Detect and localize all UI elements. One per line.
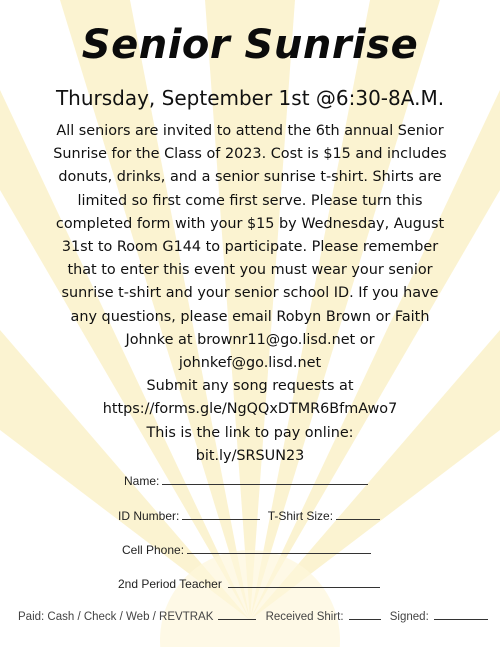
paid-blank[interactable] (218, 608, 256, 620)
body-line: that to enter this event you must wear your senior (67, 262, 433, 279)
body-line: This is the link to pay online: (146, 424, 354, 441)
body-line: limited so first come first serve. Please turn this (77, 192, 423, 209)
body-line: Submit any song requests at (146, 378, 354, 395)
name-label: Name: (124, 474, 160, 488)
body-line: https://forms.gle/NgQQxDTMR6BfmAwo7 (102, 401, 398, 418)
received-shirt-blank[interactable] (349, 608, 381, 620)
body-line: All seniors are invited to attend the 6th annual Senior (56, 123, 444, 139)
name-blank[interactable] (162, 473, 368, 485)
shirt-size-label: T-Shirt Size: (267, 509, 334, 523)
body-line: Sunrise for the Class of 2023. Cost is $15 and includes (53, 146, 447, 163)
event-description (18, 120, 482, 468)
teacher-label: 2nd Period Teacher (118, 577, 222, 591)
teacher-blank[interactable] (228, 576, 380, 588)
event-date: Thursday, September 1st @6:30-8A.M. (55, 86, 445, 110)
received-shirt-label: Received Shirt: (265, 611, 344, 623)
body-line: johnkef@go.lisd.net (178, 355, 322, 372)
id-blank[interactable] (182, 508, 260, 520)
body-line: completed form with your $15 by Wednesday, August (55, 215, 445, 232)
body-line: Johnke at brownr11@go.lisd.net or (125, 331, 375, 348)
body-line: sunrise t-shirt and your senior school ID. If you have (61, 285, 439, 302)
teacher-field (118, 576, 380, 591)
phone-label: Cell Phone: (122, 543, 185, 557)
shirt-size-blank[interactable] (336, 508, 380, 520)
body-line: bit.ly/SRSUN23 (195, 447, 305, 464)
paid-label: Paid: Cash / Check / Web / REVTRAK (18, 611, 214, 623)
id-shirt-row (118, 508, 380, 523)
name-field (124, 473, 368, 488)
phone-field (122, 542, 371, 557)
signed-blank[interactable] (434, 608, 488, 620)
id-label: ID Number: (118, 509, 180, 523)
page-title: Senior Sunrise (81, 22, 419, 68)
office-use-footer (18, 608, 490, 623)
body-line: any questions, please email Robyn Brown or Faith (70, 308, 430, 325)
body-line: 31st to Room G144 to participate. Please remember (61, 239, 439, 256)
phone-blank[interactable] (187, 542, 371, 554)
body-line: donuts, drinks, and a senior sunrise t-shirt. Shirts are (58, 169, 442, 186)
signed-label: Signed: (389, 611, 429, 623)
